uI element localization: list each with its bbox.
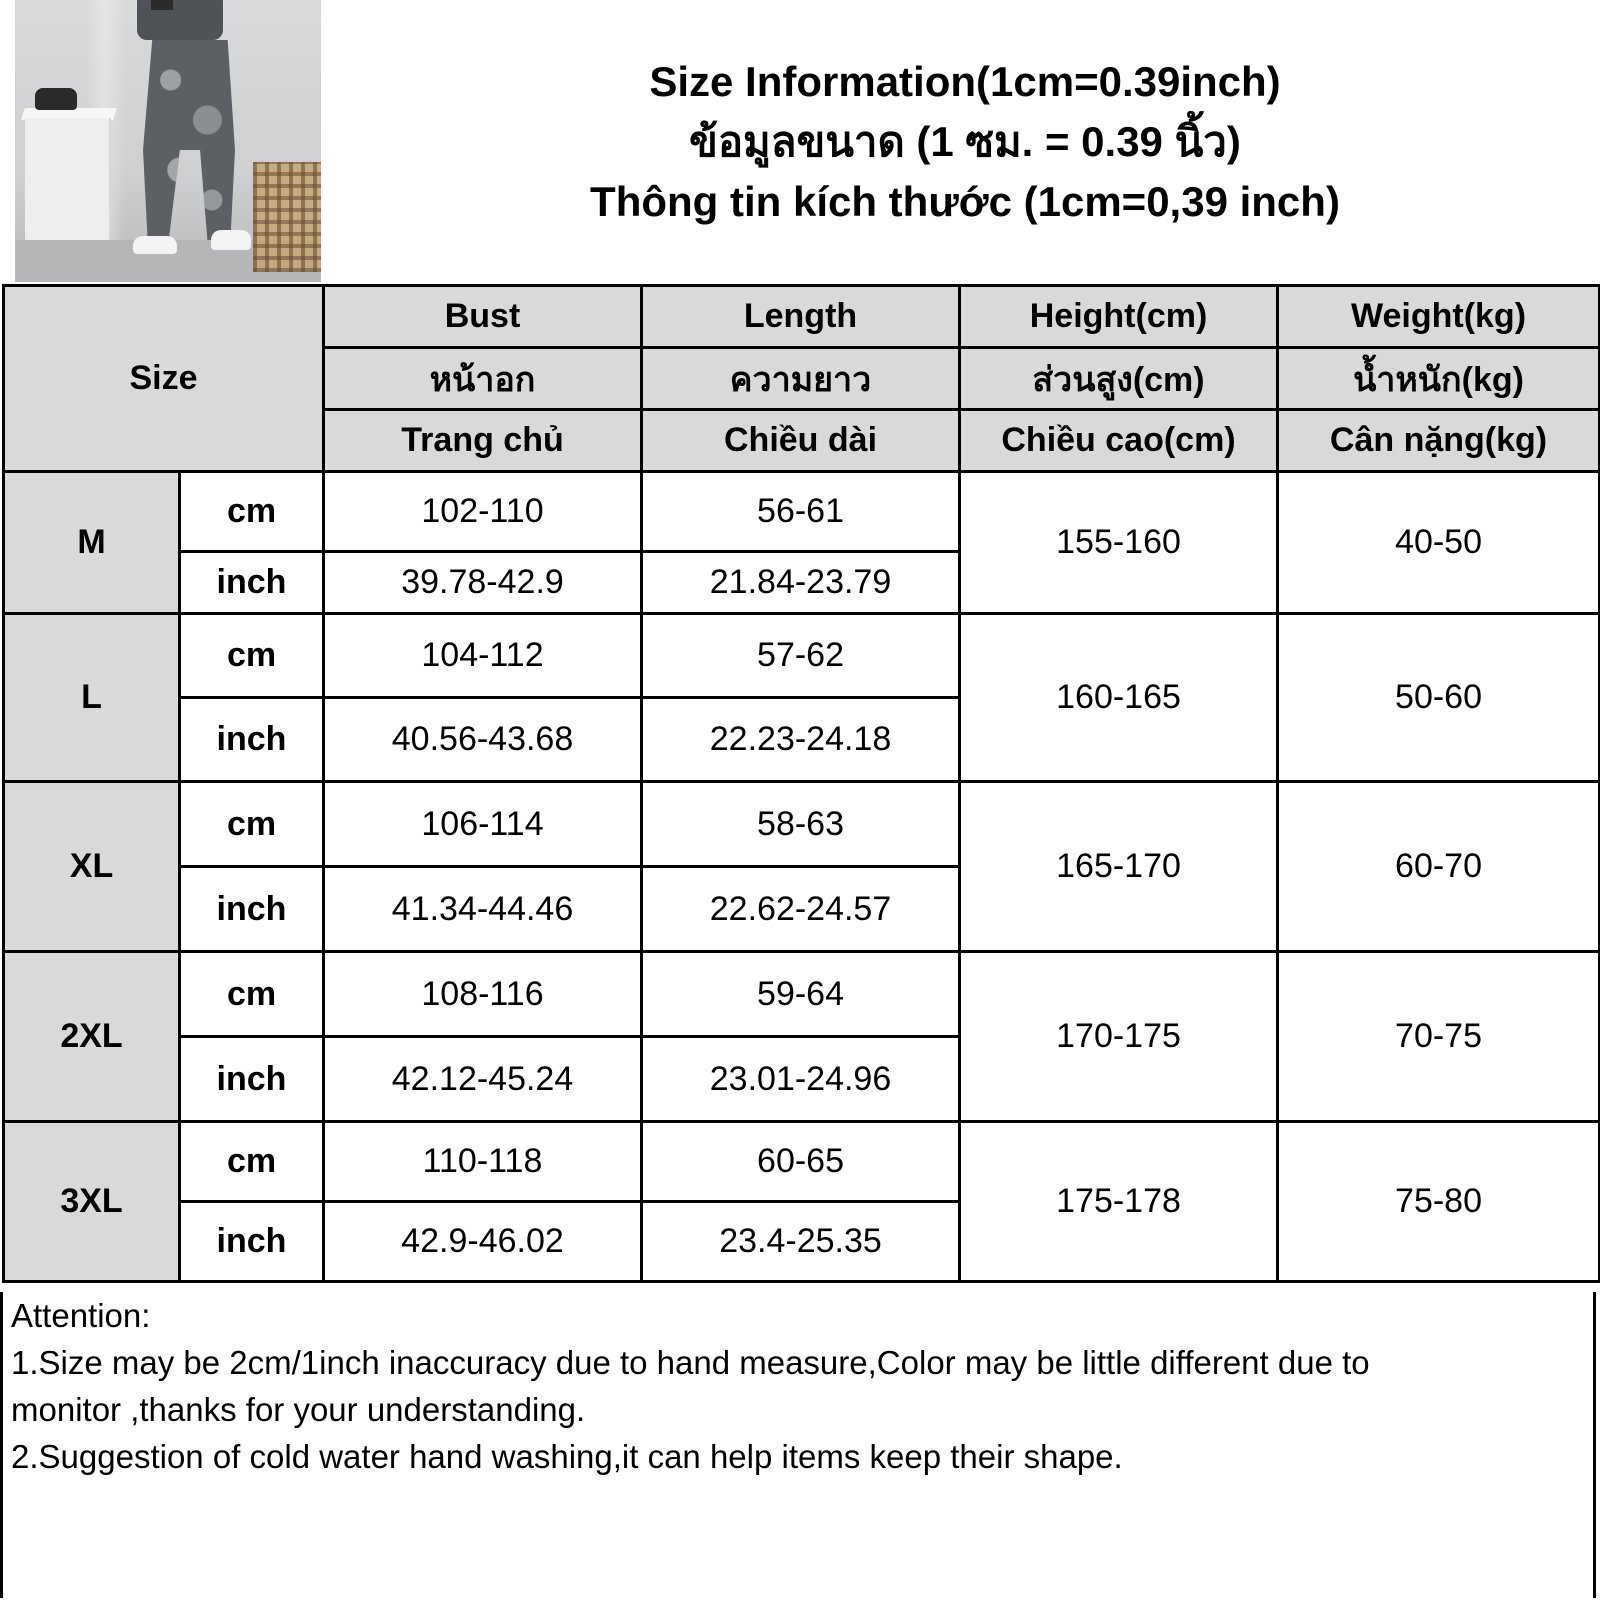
attention-notes <box>0 1292 1596 1598</box>
title-thai: ข้อมูลขนาด (1 ซม. = 0.39 นิ้ว) <box>689 117 1241 165</box>
photo-shoe-left <box>133 236 177 254</box>
height-header-th: ส่วนสูง(cm) <box>960 348 1278 410</box>
height-xl: 165-170 <box>960 782 1278 952</box>
table-row <box>4 614 1600 698</box>
length-cm-xl: 58-63 <box>642 782 960 867</box>
photo-bag <box>35 88 77 110</box>
height-2xl: 170-175 <box>960 952 1278 1122</box>
size-header: Size <box>4 286 324 472</box>
length-inch-m: 21.84-23.79 <box>642 552 960 614</box>
note-1b: monitor ,thanks for your understanding. <box>11 1391 586 1428</box>
height-l: 160-165 <box>960 614 1278 782</box>
length-inch-3xl: 23.4-25.35 <box>642 1202 960 1282</box>
height-m: 155-160 <box>960 472 1278 614</box>
bust-cm-xl: 106-114 <box>324 782 642 867</box>
length-cm-2xl: 59-64 <box>642 952 960 1037</box>
note-2: 2.Suggestion of cold water hand washing,it can help items keep their shape. <box>11 1438 1123 1475</box>
weight-2xl: 70-75 <box>1278 952 1600 1122</box>
unit-inch: inch <box>180 1037 324 1122</box>
length-cm-3xl: 60-65 <box>642 1122 960 1202</box>
size-label-3xl: 3XL <box>4 1122 180 1282</box>
size-label-2xl: 2XL <box>4 952 180 1122</box>
table-row <box>4 472 1600 552</box>
weight-m: 40-50 <box>1278 472 1600 614</box>
size-table <box>2 284 1600 1283</box>
unit-cm: cm <box>180 614 324 698</box>
bust-inch-xl: 41.34-44.46 <box>324 867 642 952</box>
unit-inch: inch <box>180 552 324 614</box>
unit-cm: cm <box>180 1122 324 1202</box>
length-inch-xl: 22.62-24.57 <box>642 867 960 952</box>
bust-inch-2xl: 42.12-45.24 <box>324 1037 642 1122</box>
bust-header-vi: Trang chủ <box>324 410 642 472</box>
bust-inch-l: 40.56-43.68 <box>324 698 642 782</box>
note-1a: 1.Size may be 2cm/1inch inaccuracy due to hand measure,Color may be little different due to <box>11 1344 1370 1381</box>
size-info-title <box>330 0 1600 283</box>
table-row <box>4 952 1600 1037</box>
weight-header-th: น้ำหนัก(kg) <box>1278 348 1600 410</box>
bust-cm-2xl: 108-116 <box>324 952 642 1037</box>
length-header-vi: Chiều dài <box>642 410 960 472</box>
length-cm-m: 56-61 <box>642 472 960 552</box>
height-3xl: 175-178 <box>960 1122 1278 1282</box>
weight-xl: 60-70 <box>1278 782 1600 952</box>
table-row <box>4 1122 1600 1202</box>
length-cm-l: 57-62 <box>642 614 960 698</box>
header-row-english <box>4 286 1600 348</box>
unit-cm: cm <box>180 472 324 552</box>
unit-cm: cm <box>180 782 324 867</box>
size-label-l: L <box>4 614 180 782</box>
bust-inch-m: 39.78-42.9 <box>324 552 642 614</box>
weight-l: 50-60 <box>1278 614 1600 782</box>
length-inch-l: 22.23-24.18 <box>642 698 960 782</box>
photo-hair <box>151 0 173 10</box>
weight-header-vi: Cân nặng(kg) <box>1278 410 1600 472</box>
photo-crate <box>253 162 321 272</box>
product-photo <box>15 0 321 282</box>
unit-inch: inch <box>180 1202 324 1282</box>
bust-header-th: หน้าอก <box>324 348 642 410</box>
height-header-en: Height(cm) <box>960 286 1278 348</box>
length-header-en: Length <box>642 286 960 348</box>
bust-cm-l: 104-112 <box>324 614 642 698</box>
unit-inch: inch <box>180 867 324 952</box>
bust-cm-m: 102-110 <box>324 472 642 552</box>
size-label-m: M <box>4 472 180 614</box>
unit-inch: inch <box>180 698 324 782</box>
length-inch-2xl: 23.01-24.96 <box>642 1037 960 1122</box>
title-vietnamese: Thông tin kích thước (1cm=0,39 inch) <box>590 177 1340 225</box>
bust-cm-3xl: 110-118 <box>324 1122 642 1202</box>
photo-tshirt <box>137 0 223 40</box>
photo-plinth <box>25 118 111 258</box>
table-row <box>4 782 1600 867</box>
length-header-th: ความยาว <box>642 348 960 410</box>
height-header-vi: Chiều cao(cm) <box>960 410 1278 472</box>
unit-cm: cm <box>180 952 324 1037</box>
weight-header-en: Weight(kg) <box>1278 286 1600 348</box>
photo-shoe-right <box>211 230 251 250</box>
bust-inch-3xl: 42.9-46.02 <box>324 1202 642 1282</box>
attention-heading: Attention: <box>11 1297 151 1334</box>
photo-jogger-pants <box>143 40 235 240</box>
bust-header-en: Bust <box>324 286 642 348</box>
weight-3xl: 75-80 <box>1278 1122 1600 1282</box>
size-label-xl: XL <box>4 782 180 952</box>
title-english: Size Information(1cm=0.39inch) <box>649 57 1281 105</box>
